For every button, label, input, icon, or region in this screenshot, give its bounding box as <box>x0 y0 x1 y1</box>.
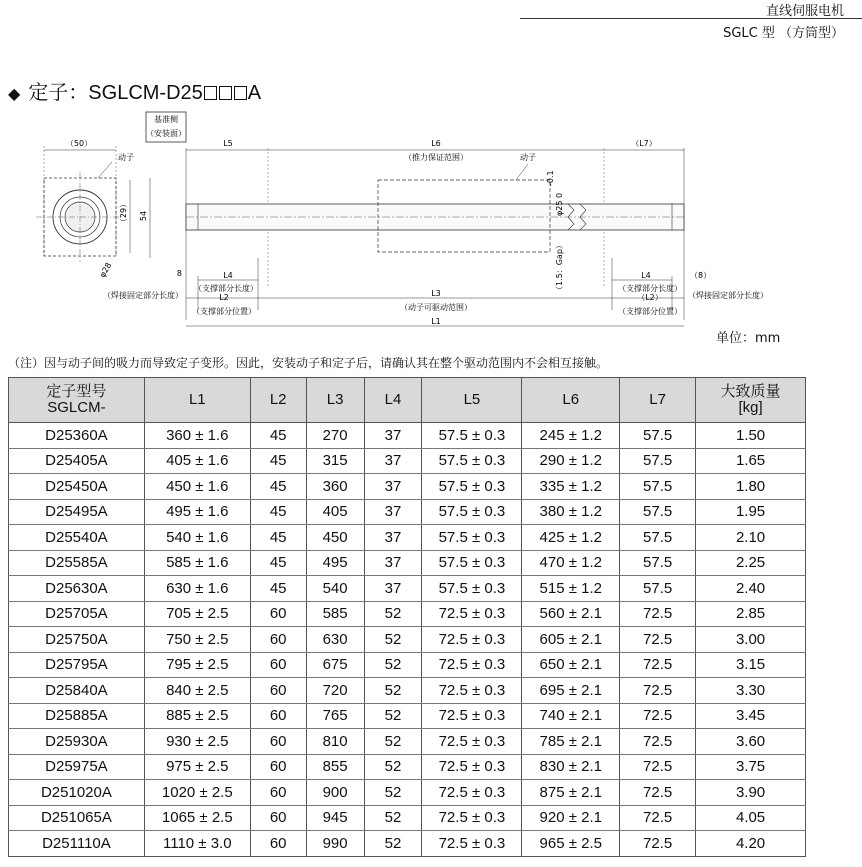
table-cell: 45 <box>250 474 306 500</box>
table-row <box>9 678 806 704</box>
table-cell: 57.5 <box>620 576 696 602</box>
table-row <box>9 652 806 678</box>
dim-phi28: φ28 <box>97 261 114 279</box>
mover-label-right: 动子 <box>520 153 536 162</box>
table-cell: 57.5 <box>620 550 696 576</box>
support-length-right: （支撑部分长度） <box>618 284 682 293</box>
col-header-L3: L3 <box>306 378 364 423</box>
table-cell: 405 ± 1.6 <box>144 448 250 474</box>
ref-side-label: 基准侧 <box>154 115 178 124</box>
table-cell: 60 <box>250 729 306 755</box>
dim-phi25-tolerance: -0.1 <box>546 170 555 186</box>
stator-spec-table <box>8 377 806 857</box>
table-row <box>9 550 806 576</box>
table-cell: 4.05 <box>696 805 806 831</box>
mover-label-left: 动子 <box>118 153 134 162</box>
table-cell: 45 <box>250 499 306 525</box>
table-cell: 3.45 <box>696 703 806 729</box>
table-cell: 785 ± 2.1 <box>522 729 620 755</box>
table-row <box>9 474 806 500</box>
table-cell: 2.25 <box>696 550 806 576</box>
dim-54: 54 <box>139 210 148 222</box>
table-cell: 72.5 ± 0.3 <box>422 627 522 653</box>
table-cell: 60 <box>250 780 306 806</box>
table-cell: 3.90 <box>696 780 806 806</box>
table-cell: 945 <box>306 805 364 831</box>
table-cell: 52 <box>364 601 422 627</box>
table-cell: 60 <box>250 831 306 857</box>
table-cell: 45 <box>250 550 306 576</box>
table-cell: D25705A <box>9 601 145 627</box>
table-cell: D25585A <box>9 550 145 576</box>
table-row <box>9 423 806 449</box>
table-cell: 57.5 <box>620 448 696 474</box>
title-suffix: A <box>247 82 262 104</box>
table-cell: 450 ± 1.6 <box>144 474 250 500</box>
table-cell: 495 <box>306 550 364 576</box>
table-cell: 2.40 <box>696 576 806 602</box>
dim-L2-right: （L2） <box>637 293 663 302</box>
stator-dimension-drawing <box>0 108 862 338</box>
table-cell: 52 <box>364 754 422 780</box>
table-cell: 72.5 ± 0.3 <box>422 703 522 729</box>
table-cell: 360 <box>306 474 364 500</box>
table-cell: 57.5 ± 0.3 <box>422 576 522 602</box>
table-cell: 57.5 <box>620 525 696 551</box>
col-header-L4: L4 <box>364 378 422 423</box>
dim-L7: （L7） <box>631 139 657 148</box>
table-cell: D25450A <box>9 474 145 500</box>
thrust-range-label: （推力保证范围） <box>404 153 468 162</box>
table-cell: 450 <box>306 525 364 551</box>
unit-label: 单位：mm <box>716 331 781 346</box>
table-cell: 4.20 <box>696 831 806 857</box>
dim-L6: L6 <box>431 139 441 148</box>
table-cell: 840 ± 2.5 <box>144 678 250 704</box>
dim-29: （29） <box>119 199 128 227</box>
table-cell: 3.75 <box>696 754 806 780</box>
table-cell: 57.5 <box>620 499 696 525</box>
table-header-row <box>9 378 806 423</box>
table-cell: 3.00 <box>696 627 806 653</box>
table-cell: 37 <box>364 499 422 525</box>
table-row <box>9 729 806 755</box>
table-cell: 425 ± 1.2 <box>522 525 620 551</box>
table-cell: 315 <box>306 448 364 474</box>
table-cell: 605 ± 2.1 <box>522 627 620 653</box>
table-cell: 72.5 <box>620 805 696 831</box>
table-cell: 57.5 ± 0.3 <box>422 423 522 449</box>
table-cell: 37 <box>364 474 422 500</box>
table-cell: 875 ± 2.1 <box>522 780 620 806</box>
dim-8-right: （8） <box>690 271 712 280</box>
col-header-L2: L2 <box>250 378 306 423</box>
table-cell: 3.60 <box>696 729 806 755</box>
table-cell: 57.5 <box>620 474 696 500</box>
table-row <box>9 754 806 780</box>
weld-length-left: （焊接固定部分长度） <box>103 291 183 300</box>
table-row <box>9 525 806 551</box>
table-cell: 37 <box>364 525 422 551</box>
col-header-L5: L5 <box>422 378 522 423</box>
table-cell: 72.5 ± 0.3 <box>422 754 522 780</box>
table-cell: 540 ± 1.6 <box>144 525 250 551</box>
table-cell: 765 <box>306 703 364 729</box>
table-cell: 60 <box>250 805 306 831</box>
dim-8-left: 8 <box>176 269 182 278</box>
col-header-mass: 大致质量 [kg] <box>696 378 806 423</box>
table-cell: 695 ± 2.1 <box>522 678 620 704</box>
table-cell: 900 <box>306 780 364 806</box>
table-cell: 72.5 <box>620 652 696 678</box>
table-cell: 72.5 <box>620 627 696 653</box>
diamond-bullet-icon: ◆ <box>8 86 21 103</box>
table-cell: 405 <box>306 499 364 525</box>
table-cell: 37 <box>364 576 422 602</box>
table-cell: 60 <box>250 754 306 780</box>
table-cell: 885 ± 2.5 <box>144 703 250 729</box>
table-cell: 335 ± 1.2 <box>522 474 620 500</box>
col-header-model: 定子型号 SGLCM- <box>9 378 145 423</box>
table-cell: 72.5 ± 0.3 <box>422 831 522 857</box>
table-cell: 52 <box>364 729 422 755</box>
table-cell: 1.95 <box>696 499 806 525</box>
placeholder-boxes <box>203 82 248 104</box>
table-cell: 515 ± 1.2 <box>522 576 620 602</box>
drive-range-label: （动子可驱动范围） <box>400 303 472 312</box>
table-cell: D25795A <box>9 652 145 678</box>
table-cell: 72.5 ± 0.3 <box>422 805 522 831</box>
col-header-L1: L1 <box>144 378 250 423</box>
table-cell: 930 ± 2.5 <box>144 729 250 755</box>
table-cell: 1110 ± 3.0 <box>144 831 250 857</box>
table-row <box>9 805 806 831</box>
table-cell: 630 ± 1.6 <box>144 576 250 602</box>
table-row <box>9 831 806 857</box>
table-cell: 72.5 <box>620 754 696 780</box>
table-cell: D25405A <box>9 448 145 474</box>
table-cell: 585 ± 1.6 <box>144 550 250 576</box>
table-cell: 1020 ± 2.5 <box>144 780 250 806</box>
table-cell: 720 <box>306 678 364 704</box>
table-cell: 540 <box>306 576 364 602</box>
table-row <box>9 601 806 627</box>
table-cell: 72.5 ± 0.3 <box>422 678 522 704</box>
table-cell: D251065A <box>9 805 145 831</box>
dim-L3: L3 <box>431 289 441 298</box>
table-cell: 3.15 <box>696 652 806 678</box>
table-cell: 37 <box>364 448 422 474</box>
support-length-left: （支撑部分长度） <box>194 284 258 293</box>
dim-phi25: φ25 0 <box>555 192 564 216</box>
title-text: 定子：SGLCM-D25 <box>28 82 203 104</box>
table-cell: 37 <box>364 423 422 449</box>
weld-length-right: （焊接固定部分长度） <box>688 291 768 300</box>
note-text: （注）因与动子间的吸力而导致定子变形。因此，安装动子和定子后，请确认其在整个驱动范围内不会相互接触。 <box>8 356 609 370</box>
table-cell: 3.30 <box>696 678 806 704</box>
table-cell: 290 ± 1.2 <box>522 448 620 474</box>
table-cell: 37 <box>364 550 422 576</box>
table-cell: 380 ± 1.2 <box>522 499 620 525</box>
header-model-type: SGLC 型 （方筒型） <box>723 26 844 41</box>
table-cell: 72.5 <box>620 601 696 627</box>
table-cell: 795 ± 2.5 <box>144 652 250 678</box>
page-title <box>8 76 261 105</box>
table-cell: D25360A <box>9 423 145 449</box>
table-cell: 675 <box>306 652 364 678</box>
table-cell: 57.5 ± 0.3 <box>422 525 522 551</box>
table-cell: 60 <box>250 703 306 729</box>
table-cell: 560 ± 2.1 <box>522 601 620 627</box>
table-cell: 45 <box>250 423 306 449</box>
table-cell: 72.5 ± 0.3 <box>422 601 522 627</box>
header-rule <box>520 18 862 19</box>
table-cell: D251110A <box>9 831 145 857</box>
table-cell: D25930A <box>9 729 145 755</box>
table-cell: 495 ± 1.6 <box>144 499 250 525</box>
dim-L1: L1 <box>431 317 441 326</box>
table-cell: 72.5 <box>620 729 696 755</box>
table-cell: 57.5 ± 0.3 <box>422 550 522 576</box>
table-row <box>9 576 806 602</box>
header-category: 直线伺服电机 <box>765 4 844 19</box>
table-cell: 750 ± 2.5 <box>144 627 250 653</box>
table-cell: 72.5 ± 0.3 <box>422 780 522 806</box>
table-cell: 965 ± 2.5 <box>522 831 620 857</box>
table-cell: 52 <box>364 805 422 831</box>
table-cell: 1.50 <box>696 423 806 449</box>
table-cell: 72.5 ± 0.3 <box>422 729 522 755</box>
table-row <box>9 627 806 653</box>
table-cell: 57.5 ± 0.3 <box>422 474 522 500</box>
table-cell: 72.5 ± 0.3 <box>422 652 522 678</box>
table-cell: 60 <box>250 627 306 653</box>
table-cell: 975 ± 2.5 <box>144 754 250 780</box>
table-cell: 920 ± 2.1 <box>522 805 620 831</box>
table-cell: 72.5 <box>620 678 696 704</box>
table-cell: 52 <box>364 780 422 806</box>
table-cell: 57.5 <box>620 423 696 449</box>
table-cell: 52 <box>364 831 422 857</box>
table-cell: 45 <box>250 576 306 602</box>
table-cell: 52 <box>364 627 422 653</box>
table-row <box>9 780 806 806</box>
table-cell: 2.85 <box>696 601 806 627</box>
table-cell: 57.5 ± 0.3 <box>422 448 522 474</box>
table-cell: 57.5 ± 0.3 <box>422 499 522 525</box>
table-cell: D25750A <box>9 627 145 653</box>
table-cell: 72.5 <box>620 831 696 857</box>
table-cell: 60 <box>250 652 306 678</box>
table-cell: 470 ± 1.2 <box>522 550 620 576</box>
col-header-L6: L6 <box>522 378 620 423</box>
table-cell: D251020A <box>9 780 145 806</box>
table-cell: 810 <box>306 729 364 755</box>
dim-L4-right: L4 <box>641 271 651 280</box>
table-cell: 45 <box>250 448 306 474</box>
table-cell: 830 ± 2.1 <box>522 754 620 780</box>
table-cell: 270 <box>306 423 364 449</box>
table-row <box>9 499 806 525</box>
table-cell: 1065 ± 2.5 <box>144 805 250 831</box>
col-header-L7: L7 <box>620 378 696 423</box>
table-cell: 45 <box>250 525 306 551</box>
dim-gap: （1.5：Gap） <box>555 241 564 294</box>
table-cell: 52 <box>364 703 422 729</box>
table-cell: 52 <box>364 678 422 704</box>
table-cell: 360 ± 1.6 <box>144 423 250 449</box>
dim-L5: L5 <box>223 139 233 148</box>
table-row <box>9 448 806 474</box>
table-cell: D25885A <box>9 703 145 729</box>
table-cell: 245 ± 1.2 <box>522 423 620 449</box>
dim-L2-left: L2 <box>219 293 229 302</box>
table-cell: 1.80 <box>696 474 806 500</box>
table-row <box>9 703 806 729</box>
table-cell: D25630A <box>9 576 145 602</box>
table-cell: 630 <box>306 627 364 653</box>
table-cell: D25975A <box>9 754 145 780</box>
table-cell: 1.65 <box>696 448 806 474</box>
table-cell: 60 <box>250 678 306 704</box>
support-position-right: （支撑部分位置） <box>618 307 682 316</box>
table-cell: D25540A <box>9 525 145 551</box>
dim-L4-left: L4 <box>223 271 233 280</box>
table-cell: 72.5 <box>620 780 696 806</box>
table-cell: 650 ± 2.1 <box>522 652 620 678</box>
table-cell: 52 <box>364 652 422 678</box>
table-cell: 740 ± 2.1 <box>522 703 620 729</box>
table-cell: 990 <box>306 831 364 857</box>
table-cell: 705 ± 2.5 <box>144 601 250 627</box>
table-cell: 72.5 <box>620 703 696 729</box>
table-cell: D25840A <box>9 678 145 704</box>
support-position-left: （支撑部分位置） <box>192 307 256 316</box>
table-cell: 2.10 <box>696 525 806 551</box>
table-cell: D25495A <box>9 499 145 525</box>
table-cell: 585 <box>306 601 364 627</box>
ref-side-sub-label: （安装面） <box>146 129 186 138</box>
dim-50: （50） <box>65 139 93 148</box>
table-cell: 855 <box>306 754 364 780</box>
table-cell: 60 <box>250 601 306 627</box>
